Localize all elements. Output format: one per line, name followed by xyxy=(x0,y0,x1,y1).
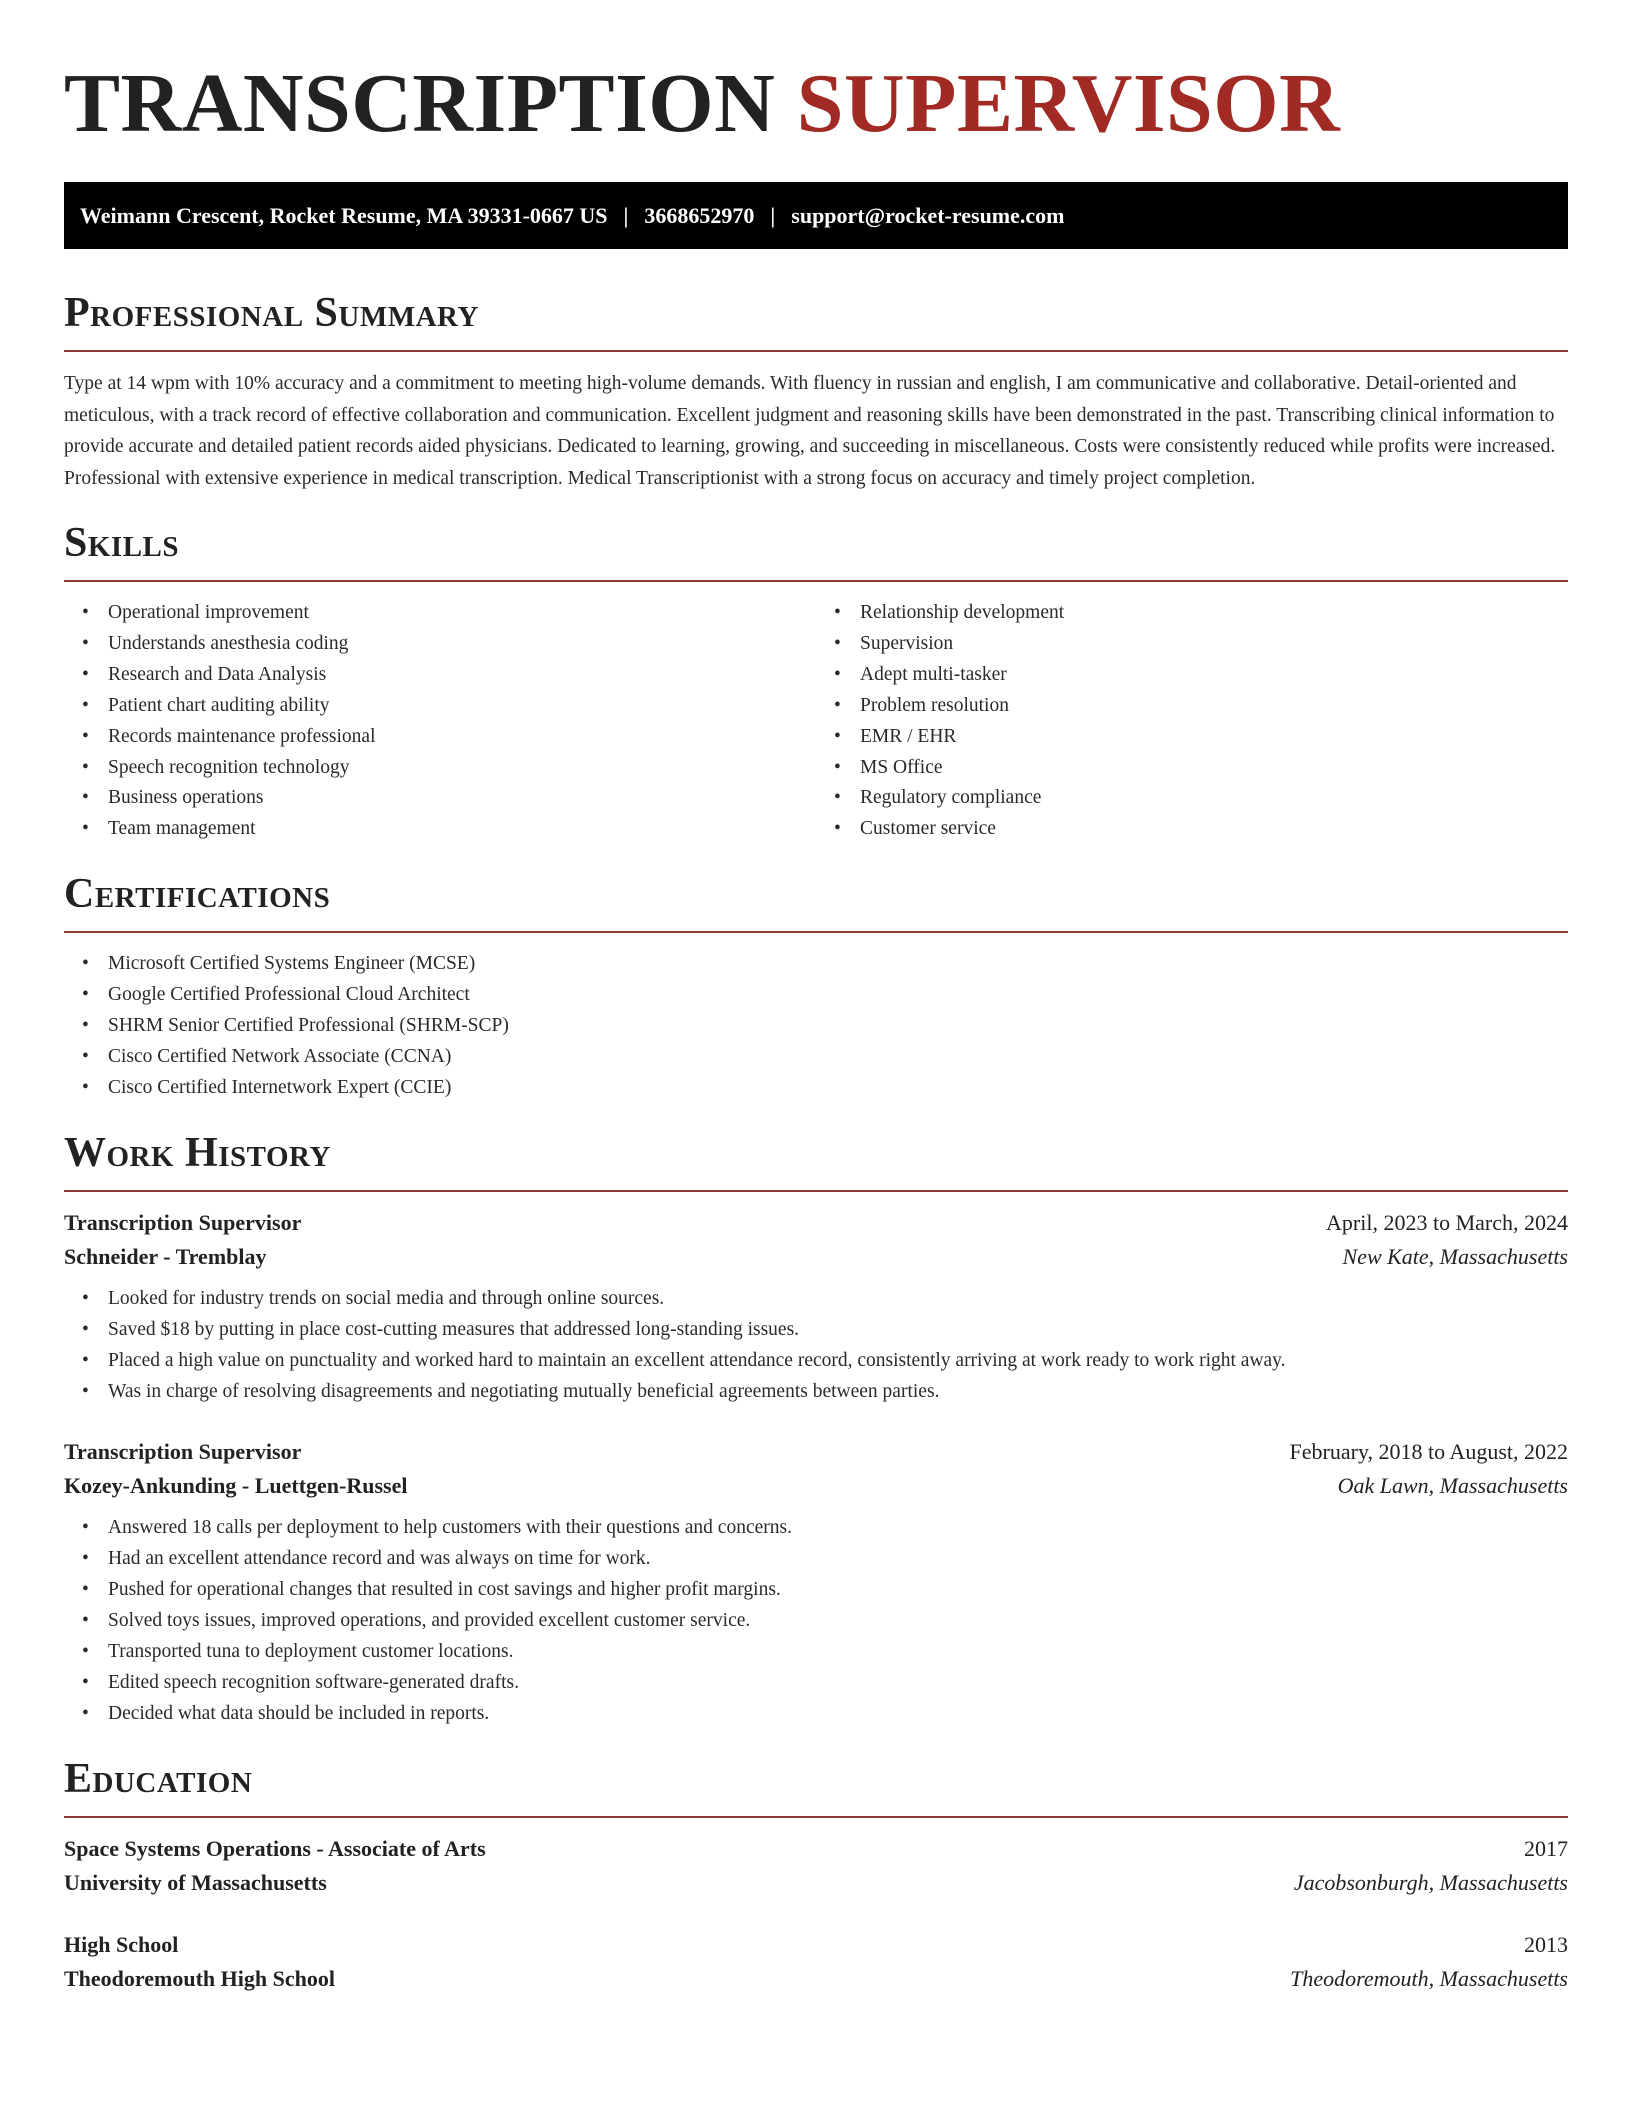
contact-phone: 3668652970 xyxy=(644,202,755,228)
education-school: University of Massachusetts xyxy=(64,1869,327,1895)
section-heading-skills: Skills xyxy=(64,520,180,566)
job-bullet: • Was in charge of resolving disagreements and negotiating mutually beneficial agreements between parties. xyxy=(108,1377,1568,1408)
skill-item: • Records maintenance professional xyxy=(108,722,816,753)
section-heading-work-history: Work History xyxy=(64,1129,331,1176)
education-year: 2017 xyxy=(1524,1835,1568,1861)
job-company: Schneider - Tremblay xyxy=(64,1243,267,1269)
skills-list-right xyxy=(816,598,1568,845)
skill-item: • Customer service xyxy=(860,814,1568,845)
job-title: Transcription Supervisor xyxy=(64,1439,302,1465)
job-company-row xyxy=(64,1473,1568,1499)
contact-address: Weimann Crescent, Rocket Resume, MA 39331-0667 US xyxy=(80,202,608,228)
page-title xyxy=(64,48,1568,150)
job-bullets xyxy=(64,1513,1568,1729)
summary-section xyxy=(64,292,1568,494)
skills-section xyxy=(64,522,1568,845)
contact-bar xyxy=(64,182,1568,249)
skill-item: • Operational improvement xyxy=(108,598,816,629)
job-company-row xyxy=(64,1244,1568,1270)
job-location: New Kate, Massachusetts xyxy=(1342,1243,1568,1269)
job-dates: February, 2018 to August, 2022 xyxy=(1289,1439,1568,1465)
job-location: Oak Lawn, Massachusetts xyxy=(1337,1473,1568,1499)
skill-item: • Business operations xyxy=(108,783,816,814)
skill-item: • EMR / EHR xyxy=(860,722,1568,753)
job-dates: April, 2023 to March, 2024 xyxy=(1326,1209,1568,1235)
job-header-row xyxy=(64,1210,1568,1236)
section-heading-summary: Professional Summary xyxy=(64,290,479,336)
job-bullet: • Pushed for operational changes that resulted in cost savings and higher profit margins. xyxy=(108,1575,1568,1606)
title-main: TRANSCRIPTION xyxy=(64,57,776,150)
job-bullet: • Answered 18 calls per deployment to help customers with their questions and concerns. xyxy=(108,1513,1568,1544)
education-header-row xyxy=(64,1932,1568,1958)
job-entry xyxy=(64,1439,1568,1729)
skill-item: • Relationship development xyxy=(860,598,1568,629)
contact-separator: | xyxy=(770,202,776,228)
education-header-row xyxy=(64,1836,1568,1862)
certification-item: • Microsoft Certified Systems Engineer (MCSE) xyxy=(108,949,1568,980)
certification-item: • Cisco Certified Internetwork Expert (CCIE) xyxy=(108,1073,1568,1104)
education-school: Theodoremouth High School xyxy=(64,1965,335,1991)
section-divider xyxy=(64,1190,1568,1192)
education-year: 2013 xyxy=(1524,1931,1568,1957)
education-school-row xyxy=(64,1966,1568,1992)
job-bullet: • Decided what data should be included in reports. xyxy=(108,1699,1568,1730)
job-bullet: • Looked for industry trends on social media and through online sources. xyxy=(108,1284,1568,1315)
job-bullet: • Transported tuna to deployment customer locations. xyxy=(108,1637,1568,1668)
title-accent: SUPERVISOR xyxy=(796,57,1341,150)
section-divider xyxy=(64,1816,1568,1818)
skills-list-left xyxy=(64,598,816,845)
job-header-row xyxy=(64,1439,1568,1465)
education-entry xyxy=(64,1836,1568,1896)
skill-item: • Team management xyxy=(108,814,816,845)
skill-item: • Speech recognition technology xyxy=(108,753,816,784)
section-heading-certifications: Certifications xyxy=(64,871,331,918)
skill-item: • Adept multi-tasker xyxy=(860,660,1568,691)
job-entry xyxy=(64,1210,1568,1408)
section-divider xyxy=(64,350,1568,352)
section-heading-education: Education xyxy=(64,1755,253,1802)
education-location: Jacobsonburgh, Massachusetts xyxy=(1293,1869,1568,1895)
education-section xyxy=(64,1755,1568,1992)
certification-item: • Google Certified Professional Cloud Architect xyxy=(108,980,1568,1011)
skill-item: • Problem resolution xyxy=(860,691,1568,722)
summary-text: Type at 14 wpm with 10% accuracy and a commitment to meeting high-volume demands. With fluency in russian and english, I am communicative and collaborative. Detail-oriented and meticulous, with a track record of effective collaboration and communication. Excellent judgment and reasoning skills have been demonstrated in the past. Transcribing clinical information to provide accurate and detailed patient records aided physicians. Dedicated to learning, growing, and succeeding in miscellaneous. Costs were consistently reduced while profits were increased. Professional with extensive experience in medical transcription. Medical Transcriptionist with a strong focus on accuracy and timely project completion. xyxy=(64,373,1556,489)
certification-item: • SHRM Senior Certified Professional (SHRM-SCP) xyxy=(108,1011,1568,1042)
job-bullets xyxy=(64,1284,1568,1408)
job-bullet: • Saved $18 by putting in place cost-cutting measures that addressed long-standing issues. xyxy=(108,1315,1568,1346)
skill-item: • Research and Data Analysis xyxy=(108,660,816,691)
contact-email[interactable]: support@rocket-resume.com xyxy=(791,202,1065,228)
skill-item: • Regulatory compliance xyxy=(860,783,1568,814)
job-bullet: • Placed a high value on punctuality and worked hard to maintain an excellent attendance record, consistently arriving at work ready to work right away. xyxy=(108,1346,1568,1377)
job-bullet: • Had an excellent attendance record and was always on time for work. xyxy=(108,1544,1568,1575)
contact-separator: | xyxy=(623,202,629,228)
skill-item: • Understands anesthesia coding xyxy=(108,629,816,660)
education-degree: High School xyxy=(64,1931,179,1957)
skill-item: • Patient chart auditing ability xyxy=(108,691,816,722)
work-history-section xyxy=(64,1129,1568,1730)
section-divider xyxy=(64,931,1568,933)
certification-item: • Cisco Certified Network Associate (CCNA) xyxy=(108,1042,1568,1073)
education-school-row xyxy=(64,1870,1568,1896)
skill-item: • Supervision xyxy=(860,629,1568,660)
job-bullet: • Edited speech recognition software-generated drafts. xyxy=(108,1668,1568,1699)
certifications-list xyxy=(64,949,1568,1104)
education-location: Theodoremouth, Massachusetts xyxy=(1290,1965,1568,1991)
education-entry xyxy=(64,1932,1568,1992)
job-title: Transcription Supervisor xyxy=(64,1209,302,1235)
job-company: Kozey-Ankunding - Luettgen-Russel xyxy=(64,1473,408,1499)
certifications-section xyxy=(64,873,1568,1104)
job-bullet: • Solved toys issues, improved operations, and provided excellent customer service. xyxy=(108,1606,1568,1637)
education-degree: Space Systems Operations - Associate of Arts xyxy=(64,1835,486,1861)
skill-item: • MS Office xyxy=(860,753,1568,784)
skills-grid xyxy=(64,582,1568,845)
